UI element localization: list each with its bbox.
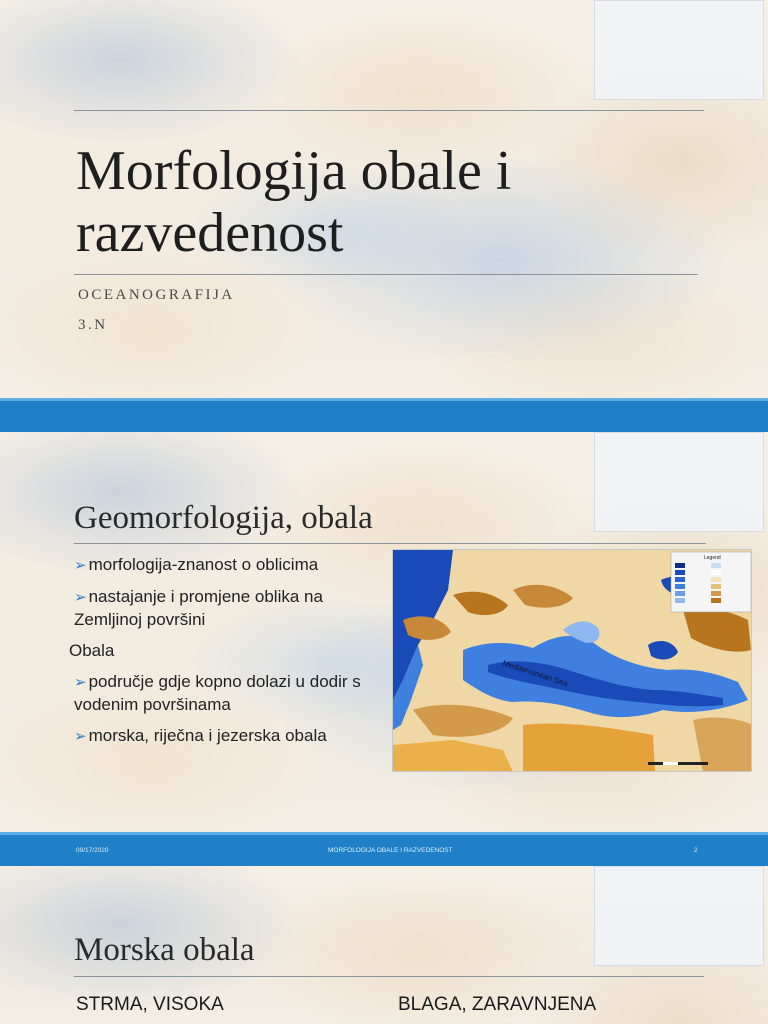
- bullet-list: [69, 554, 394, 757]
- footer-title: MORFOLOGIJA OBALE I RAZVEDENOST: [328, 847, 453, 854]
- title-top-rule: [74, 110, 704, 111]
- footer-page-number: 2: [694, 847, 698, 854]
- bullet-item: ➢ morska, riječna i jezerska obala: [74, 726, 327, 745]
- column-heading-right: BLAGA, ZARAVNJENA: [398, 994, 597, 1015]
- background-map-legend: [594, 0, 764, 100]
- slide-2: [0, 432, 768, 832]
- title-bottom-rule: [74, 274, 698, 275]
- title-rule: [74, 543, 706, 544]
- mediterranean-relief-map: [392, 549, 752, 772]
- slide-title: Morska obala: [74, 932, 255, 968]
- arrow-bullet-icon: ➢: [74, 674, 87, 691]
- slide-1: [0, 0, 768, 398]
- title-rule: [74, 976, 704, 977]
- bullet-item: ➢ područje gdje kopno dolazi u dodir s vodenim površinama: [74, 672, 361, 714]
- map-legend-title: Legend: [704, 555, 721, 561]
- column-heading-left: STRMA, VISOKA: [76, 994, 224, 1015]
- bullet-item: ➢ morfologija-znanost o oblicima: [74, 555, 319, 574]
- arrow-bullet-icon: ➢: [74, 589, 87, 606]
- slide-subtitle: OCEANOGRAFIJA: [78, 287, 235, 303]
- slide-3: [0, 866, 768, 1024]
- slide-title: Morfologija obale i razvedenost: [76, 140, 512, 264]
- slide-title: Geomorfologija, obala: [74, 500, 373, 536]
- class-label: 3.N: [78, 317, 108, 333]
- map-image: [393, 550, 752, 772]
- footer-date: 09/17/2020: [76, 847, 109, 854]
- slide-footer-band: [0, 832, 768, 866]
- arrow-bullet-icon: ➢: [74, 557, 87, 574]
- slide-divider-band: [0, 398, 768, 432]
- background-map-legend: [594, 432, 764, 532]
- background-map-legend: [594, 866, 764, 966]
- arrow-bullet-icon: ➢: [74, 728, 87, 745]
- bullet-item: ➢ nastajanje i promjene oblika na Zemljinoj površini: [74, 587, 323, 629]
- section-label: Obala: [69, 641, 115, 660]
- map-sea-label: Mediterranean Sea: [501, 658, 569, 689]
